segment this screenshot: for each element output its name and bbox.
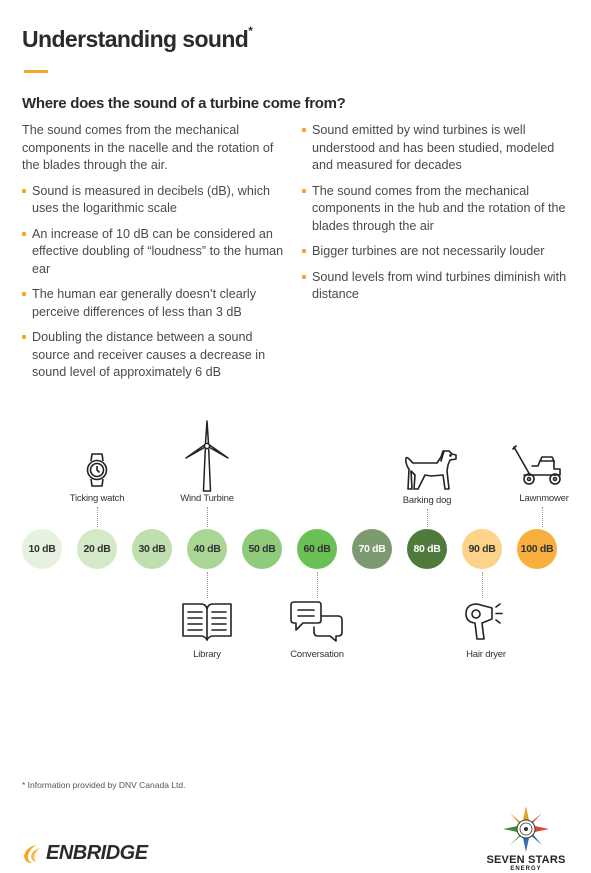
bullet-marker [302, 128, 306, 132]
source-label-hairdryer: Hair dryer [466, 649, 506, 660]
list-item: The sound comes from the mechanical components in the hub and the rotation of the blades through the air [302, 183, 570, 236]
list-item: Bigger turbines are not necessarily louder [302, 243, 570, 261]
speech-bubbles-icon [289, 600, 345, 642]
list-item: The human ear generally doesn’t clearly perceive differences of less than 3 dB [22, 286, 292, 321]
source-label-library: Library [193, 649, 221, 660]
connector-line [542, 507, 543, 527]
source-label-watch: Ticking watch [69, 493, 125, 504]
db-level-30: 30 dB [132, 529, 172, 569]
bullet-marker [22, 232, 26, 236]
lawnmower-icon [512, 445, 564, 487]
db-level-90: 90 dB [462, 529, 502, 569]
bullet-marker [22, 292, 26, 296]
db-level-70: 70 dB [352, 529, 392, 569]
source-label-dog: Barking dog [402, 495, 452, 506]
connector-line [482, 572, 483, 598]
bullet-marker [22, 189, 26, 193]
title-underline [24, 70, 48, 73]
db-level-40: 40 dB [187, 529, 227, 569]
list-item: Doubling the distance between a sound source and receiver causes a decrease in sound level of approximately 6 dB [22, 329, 292, 382]
watch-icon [84, 452, 110, 488]
connector-line [97, 507, 98, 527]
db-level-50: 50 dB [242, 529, 282, 569]
page-title: Understanding sound* [22, 24, 253, 52]
section-subtitle: Where does the sound of a turbine come from? [22, 95, 346, 112]
db-level-60: 60 dB [297, 529, 337, 569]
bullet-marker [302, 249, 306, 253]
db-level-100: 100 dB [517, 529, 557, 569]
list-item: Sound emitted by wind turbines is well understood and has been studied, modeled and measured for decades [302, 122, 570, 175]
left-bullet-list [22, 183, 292, 382]
left-column [22, 122, 292, 390]
db-level-80: 80 dB [407, 529, 447, 569]
source-label-turbine: Wind Turbine [180, 493, 234, 504]
db-level-20: 20 dB [77, 529, 117, 569]
wind-turbine-icon [184, 420, 230, 492]
enbridge-flame-icon [22, 843, 44, 865]
right-column [302, 122, 570, 312]
enbridge-logo: ENBRIDGE [22, 842, 148, 865]
list-item: Sound is measured in decibels (dB), which uses the logarithmic scale [22, 183, 292, 218]
bullet-marker [302, 189, 306, 193]
db-level-10: 10 dB [22, 529, 62, 569]
bullet-marker [22, 335, 26, 339]
dog-icon [403, 447, 459, 491]
intro-paragraph: The sound comes from the mechanical components in the nacelle and the rotation of the blades through the air. [22, 123, 274, 172]
list-item: An increase of 10 dB can be considered an effective doubling of “loudness” to the human ear [22, 226, 292, 279]
list-item: Sound levels from wind turbines diminish with distance [302, 269, 570, 304]
connector-line [207, 507, 208, 527]
seven-stars-logo [482, 805, 570, 872]
right-bullet-list [302, 122, 570, 304]
connector-line [317, 572, 318, 598]
bullet-marker [302, 275, 306, 279]
partner-subname: ENERGY [510, 866, 542, 872]
connector-line [207, 572, 208, 598]
connector-line [427, 509, 428, 527]
source-label-lawnmower: Lawnmower [519, 493, 569, 504]
book-icon [180, 600, 234, 642]
footnote-marker: * [248, 24, 253, 38]
partner-name: SEVEN STARS [486, 854, 566, 866]
hair-dryer-icon [463, 601, 507, 641]
compass-star-icon [502, 805, 550, 853]
footnote: * Information provided by DNV Canada Ltd. [22, 780, 186, 790]
source-label-conversation: Conversation [290, 649, 344, 660]
